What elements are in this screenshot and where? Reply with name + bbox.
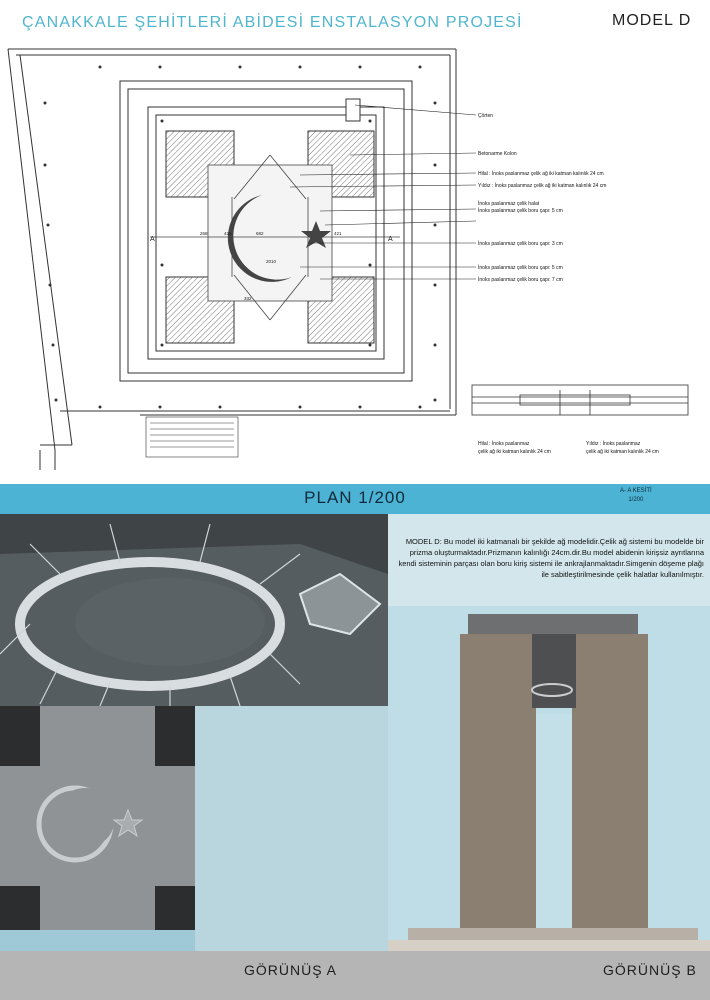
plan-drawing bbox=[0, 45, 710, 475]
svg-text:Betonarme Kolon: Betonarme Kolon bbox=[478, 151, 517, 157]
svg-text:İnoks paslanmaz çelik boru çap: İnoks paslanmaz çelik boru çapı: 7 cm bbox=[478, 277, 563, 283]
entrance-stairs bbox=[146, 417, 238, 457]
svg-text:682: 682 bbox=[256, 231, 264, 236]
svg-text:Çörten: Çörten bbox=[478, 113, 494, 119]
view-b-label: GÖRÜNÜŞ B bbox=[603, 962, 697, 978]
svg-text:çelik ağ iki katman kalınlık 2: çelik ağ iki katman kalınlık 24 cm bbox=[586, 449, 659, 455]
svg-text:çelik ağ iki katman kalınlık 2: çelik ağ iki katman kalınlık 24 cm bbox=[478, 449, 551, 455]
model-label: MODEL D bbox=[612, 12, 692, 29]
view-a-label: GÖRÜNÜŞ A bbox=[244, 962, 338, 978]
section-marker-right: A bbox=[388, 236, 393, 243]
annotations bbox=[478, 113, 606, 283]
svg-text:İnoks paslanmaz çelik boru çap: İnoks paslanmaz çelik boru çapı: 3 cm bbox=[478, 241, 563, 247]
svg-text:İnoks paslanmaz çelik boru çap: İnoks paslanmaz çelik boru çapı: 5 cm bbox=[478, 265, 563, 271]
model-description: MODEL D: Bu model iki katmanalı bir şekilde ağ modelidir.Çelik ağ sistemi bu modelde bir prizma oluşturmaktadır.Prizmanın kalınlığı 24cm.dir.Bu model abidenin kirişsiz ayrıtlarına kendi sisteminin parçası olan boru kiriş sistemi ile ankrajlanmaktadır.Simgenin döşeme plağı ile sabitleştirilmesinde çelik halatlar kullanılmıştır. bbox=[398, 537, 704, 579]
svg-text:268: 268 bbox=[200, 231, 208, 236]
section-marker-left: A bbox=[150, 236, 155, 243]
section-detail bbox=[472, 385, 688, 415]
svg-text:Yıldız : İnoks paslanmaz: Yıldız : İnoks paslanmaz bbox=[586, 441, 641, 447]
section-label bbox=[620, 487, 652, 505]
render-sky-background bbox=[195, 706, 388, 951]
sheet-title: ÇANAKKALE ŞEHİTLERİ ABİDESİ ENSTALASYON PROJESİ bbox=[22, 14, 523, 31]
svg-text:Hilal : İnoks paslanmaz çelik: Hilal : İnoks paslanmaz çelik ağ iki katman kalınlık 24 cm bbox=[478, 171, 604, 177]
svg-text:421: 421 bbox=[334, 231, 342, 236]
svg-text:2010: 2010 bbox=[266, 259, 277, 264]
svg-text:İnoks paslanmaz çelik halat: İnoks paslanmaz çelik halat bbox=[478, 201, 540, 207]
svg-text:425: 425 bbox=[224, 231, 232, 236]
plan-scale-title: PLAN 1/200 bbox=[304, 488, 406, 507]
svg-text:Hilal : İnoks paslanmaz: Hilal : İnoks paslanmaz bbox=[478, 441, 530, 447]
svg-text:Yıldız : İnoks paslanmaz çeli: Yıldız : İnoks paslanmaz çelik ağ iki katman kalınlık 24 cm bbox=[478, 183, 607, 189]
render-plan-view bbox=[0, 706, 195, 951]
svg-text:332: 332 bbox=[244, 296, 252, 301]
svg-text:İnoks paslanmaz çelik boru çap: İnoks paslanmaz çelik boru çapı: 5 cm bbox=[478, 208, 563, 214]
section-scale: 1/200 bbox=[628, 497, 644, 503]
section-legend bbox=[478, 440, 659, 455]
render-aerial-view bbox=[0, 514, 388, 706]
section-title: A- A KESİTİ bbox=[620, 488, 652, 494]
